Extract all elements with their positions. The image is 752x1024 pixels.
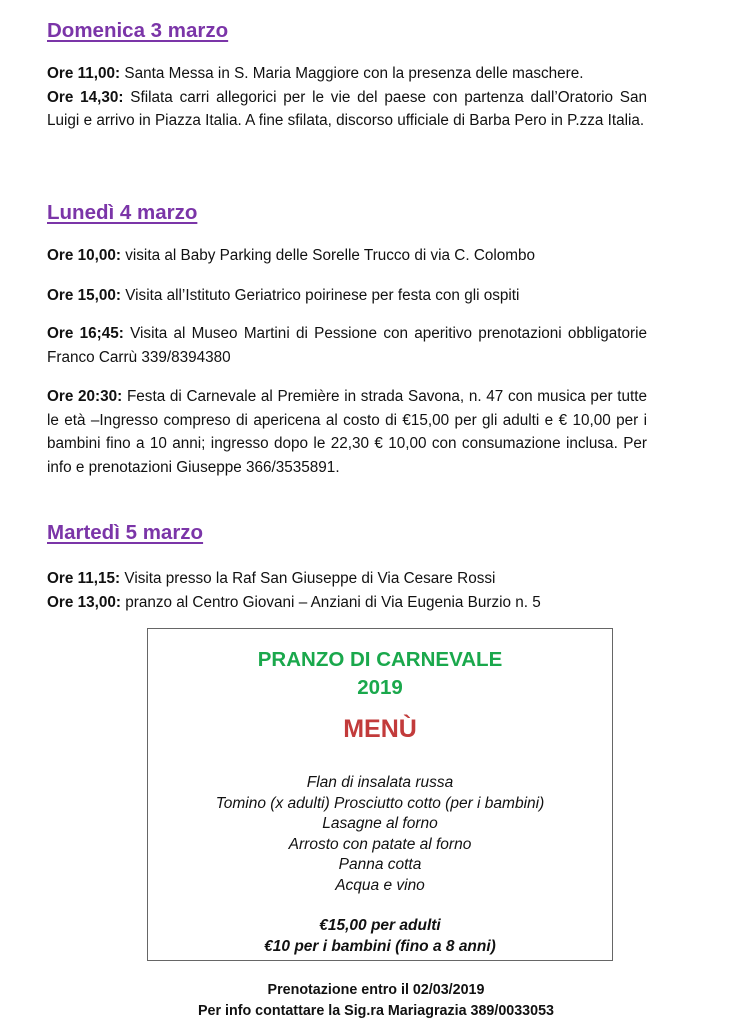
schedule-entry xyxy=(47,62,647,133)
day-heading-domenica: Domenica 3 marzo xyxy=(47,19,229,42)
entry-text: visita al Baby Parking delle Sorelle Trucco di via C. Colombo xyxy=(120,247,536,264)
menu-item: Arrosto con patate al forno xyxy=(288,835,472,853)
entry-time: Ore 11,00: xyxy=(47,65,121,82)
entry-text: Visita presso la Raf San Giuseppe di Via Cesare Rossi xyxy=(120,570,496,587)
menu-item: Panna cotta xyxy=(338,856,422,873)
entry-text: pranzo al Centro Giovani – Anziani di Via Eugenia Burzio n. 5 xyxy=(120,593,541,611)
schedule-entry xyxy=(47,244,647,268)
entry-time: Ore 11,15: xyxy=(47,570,121,587)
entry-text: Sfilata carri allegorici per le vie del paese con partenza dall’Oratorio San Luigi e arrivo in Piazza Italia. A fine sfilata, discorso ufficiale di Barba Pero in P.zza Italia. xyxy=(47,88,647,129)
menu-item: Acqua e vino xyxy=(335,876,425,894)
schedule-entry xyxy=(47,284,647,308)
day-heading-lunedi: Lunedì 4 marzo xyxy=(47,201,198,224)
entry-time: Ore 14,30: xyxy=(47,88,124,106)
booking-deadline: Prenotazione entro il 02/03/2019 xyxy=(267,982,485,998)
menu-item: Flan di insalata russa xyxy=(306,774,454,791)
menu-box xyxy=(147,628,613,961)
menu-item: Lasagne al forno xyxy=(322,815,438,832)
menu-title: PRANZO DI CARNEVALE xyxy=(257,648,503,671)
day-heading-martedi: Martedì 5 marzo xyxy=(47,521,204,544)
entry-text: Festa di Carnevale al Première in strada Savona, n. 47 con musica per tutte le età –Ingresso compreso di apericena al costo di €15,00 per gli adulti e € 10,00 per i bambini fino a 10 anni; ingresso dopo le 22,30 € 10,00 con consumazione inclusa. Per info e prenotazioni Giuseppe 366/3535891. xyxy=(47,388,647,476)
menu-items-list xyxy=(148,773,612,896)
menu-year: 2019 xyxy=(357,676,403,699)
entry-text: Santa Messa in S. Maria Maggiore con la presenza delle maschere. xyxy=(120,65,584,82)
menu-item: Tomino (x adulti) Prosciutto cotto (per i bambini) xyxy=(215,794,545,812)
entry-text: Visita al Museo Martini di Pessione con aperitivo prenotazioni obbligatorie Franco Carrù 339/8394380 xyxy=(47,325,647,366)
schedule-entry xyxy=(47,385,647,479)
entry-time: Ore 15,00: xyxy=(47,287,121,304)
entry-text: Visita all’Istituto Geriatrico poirinese per festa con gli ospiti xyxy=(120,287,520,304)
entry-time: Ore 20:30: xyxy=(47,388,123,405)
entry-time: Ore 10,00: xyxy=(47,247,121,264)
contact-info: Per info contattare la Sig.ra Mariagrazia 389/0033053 xyxy=(197,1003,554,1019)
price-adults: €15,00 per adulti xyxy=(319,917,441,934)
entry-time: Ore 16;45: xyxy=(47,325,124,342)
entry-time: Ore 13,00: xyxy=(47,593,121,611)
schedule-entry xyxy=(47,322,647,369)
menu-heading: MENÙ xyxy=(343,715,417,743)
schedule-entry xyxy=(47,567,647,614)
menu-prices xyxy=(148,915,612,957)
price-children: €10 per i bambini (fino a 8 anni) xyxy=(264,938,496,955)
